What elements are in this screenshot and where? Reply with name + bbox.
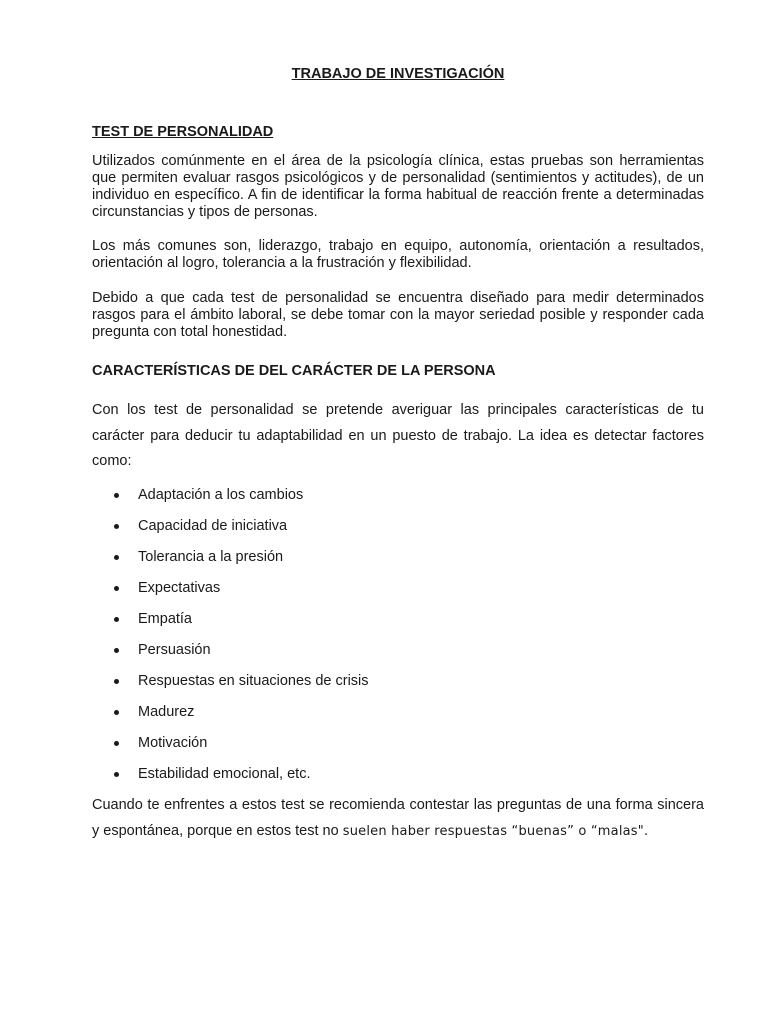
closing-text-main: Cuando te enfrentes a estos test se recomienda contestar las preguntas de una forma sincera y espontánea, porque en estos test no — [92, 797, 704, 839]
bullet-icon — [114, 493, 119, 498]
section-heading-test-de-personalidad: TEST DE PERSONALIDAD — [92, 124, 274, 140]
paragraph-most-common: Los más comunes son, liderazgo, trabajo en equipo, autonomía, orientación a resultados, orientación al logro, tolerancia a la frustración y flexibilidad. — [92, 238, 704, 271]
bullet-icon — [114, 710, 119, 715]
paragraph-honesty: Debido a que cada test de personalidad se encuentra diseñado para medir determinados rasgos para el ámbito laboral, se debe tomar con la mayor seriedad posible y responder cada pregunta con total honestidad. — [92, 290, 704, 340]
closing-text-quoted: suelen haber respuestas “buenas” o “malas". — [342, 823, 649, 839]
section-heading-caracteristicas: CARACTERÍSTICAS DE DEL CARÁCTER DE LA PERSONA — [92, 363, 496, 379]
bullet-icon — [114, 555, 119, 560]
document-title: TRABAJO DE INVESTIGACIÓN — [291, 66, 505, 82]
paragraph-characteristics-intro: Con los test de personalidad se pretende averiguar las principales características de tu carácter para deducir tu adaptabilidad en un puesto de trabajo. La idea es detectar factores como: — [92, 402, 704, 469]
bullet-icon — [114, 772, 119, 777]
bullet-icon — [114, 648, 119, 653]
paragraph-intro: Utilizados comúnmente en el área de la psicología clínica, estas pruebas son herramientas que permiten evaluar rasgos psicológicos y de personalidad (sentimientos y actitudes), de un individuo en específico. A fin de identificar la forma habitual de reacción frente a determinadas circunstancias y tipos de personas. — [92, 153, 704, 220]
bullet-icon — [114, 617, 119, 622]
bullet-icon — [114, 741, 119, 746]
bullet-icon — [114, 586, 119, 591]
bullet-icon — [114, 524, 119, 529]
paragraph-closing — [92, 793, 704, 844]
document-page: TRABAJO DE INVESTIGACIÓN TEST DE PERSONALIDAD Utilizados comúnmente en el área de la psicología clínica, estas pruebas son herramientas que permiten evaluar rasgos psicológicos y de personalidad (sentimientos y actitudes), de un individuo en específico. A fin de identificar la forma habitual de reacción frente a determinadas circunstancias y tipos de personas. Los más comunes son, liderazgo, trabajo en equipo, autonomía, orientación a resultados, orientación al logro, tolerancia a la frustración y flexibilidad. Debido a que cada test de personalidad se encuentra diseñado para medir determinados rasgos para el ámbito laboral, se debe tomar con la mayor seriedad posible y responder cada pregunta con total honestidad. CARACTERÍSTICAS DE DEL CARÁCTER DE LA PERSONA Con los test de personalidad se pretende averiguar las principales características de tu carácter para deducir tu adaptabilidad en un puesto de trabajo. La idea es detectar factores como: Adaptación a los cambios Capacidad de iniciativa Tolerancia a la presión Expectativas Empatía Persuasión Respuestas en situaciones de crisis Madurez Motivación Estabilidad emocional, etc. Cuando te enfrentes a estos test se recomienda contestar las preguntas de una forma sincera y espontánea, porque en estos test no suelen haber respuestas “buenas” o “malas". — [92, 0, 704, 1024]
bullet-icon — [114, 679, 119, 684]
